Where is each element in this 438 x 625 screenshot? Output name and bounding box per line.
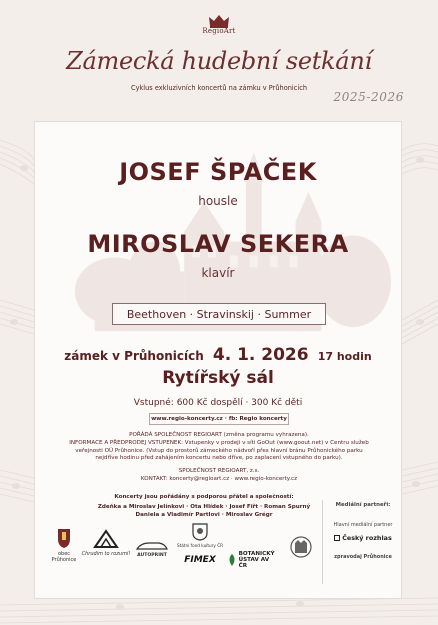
web-link-box[interactable]: www.regio-koncerty.cz · fb: Regio koncerty — [149, 413, 289, 425]
cesky-rozhlas-text: Český rozhlas — [342, 534, 392, 542]
zpravodaj-logo: zpravodaj Průhonice — [334, 554, 392, 560]
venue-line — [35, 345, 401, 365]
botanicky-label: BOTANICKÝ ÚSTAV AV ČR — [238, 551, 275, 569]
venue-place: zámek v Průhonicích — [64, 349, 204, 363]
autoprint-label: AUTOPRINT — [137, 553, 167, 558]
fimex-logo: FIMEX — [184, 555, 216, 565]
concert-details — [35, 122, 401, 598]
series-title: Zámecká hudební setkání — [66, 47, 372, 75]
artist-name-1: JOSEF ŠPAČEK — [119, 158, 317, 186]
chrudim-label: Chrudim to rozumí! — [81, 551, 131, 557]
leaf-icon — [227, 553, 237, 567]
organizer-note: POŘÁDÁ SPOLEČNOST REGIOART (změna programu vyhrazena). — [129, 432, 309, 438]
statni-fond-logo — [175, 523, 225, 548]
chrudim-icon — [93, 529, 119, 549]
lion-crest-icon — [192, 523, 208, 541]
crown-icon — [208, 14, 230, 28]
castle-emblem-icon — [290, 533, 312, 561]
program-box: Beethoven · Stravinskij · Summer — [112, 303, 326, 325]
media-heading: Mediální partneři: — [335, 502, 391, 508]
presale-info-2: veřejnosti OÚ Průhonice. (Vstup do prostorů zámeckého nádvoří přes hlavní bránu Průhonického parku — [75, 447, 363, 454]
instrument-1: housle — [198, 194, 238, 208]
statni-fond-label: Státní fond kultury ČR — [176, 543, 224, 548]
partner-logos — [35, 519, 401, 589]
castle-emblem-logo — [287, 533, 315, 563]
presale-info-3: nejdříve hodinu před zahájením koncertu nebo dříve, po zaplacení vstupného do parku). — [95, 455, 343, 462]
concert-time: 17 hodin — [317, 350, 372, 363]
season-years: 2025-2026 — [333, 90, 404, 104]
supporters-line-2: Daniela a Vladimír Partlovi · Miroslav Grégr — [135, 512, 273, 518]
company-name: SPOLEČNOST REGIOART, z.s. — [178, 468, 260, 474]
obec-pruhonice-logo — [49, 527, 79, 563]
instrument-2: klavír — [201, 266, 235, 280]
contact-info[interactable]: KONTAKT: koncerty@regioart.cz · www.regio-koncerty.cz — [140, 475, 298, 482]
poster-card — [34, 121, 402, 599]
car-icon — [135, 541, 169, 551]
series-subtitle: Cyklus exkluzivních koncertů na zámku v Průhonicích — [130, 84, 308, 92]
concert-date: 4. 1. 2026 — [212, 345, 309, 365]
supporters-heading: Koncerty jsou pořádány s podporou přátel a společností: — [114, 494, 294, 500]
presale-info-1: INFORMACE A PŘEDPRODEJ VSTUPENEK: Vstupenky v prodeji v síti GoOut (www.goout.net) v Centru služeb — [69, 440, 369, 446]
obec-label: obec Průhonice — [51, 551, 77, 563]
concert-hall: Rytířský sál — [162, 368, 274, 388]
artist-name-2: MIROSLAV SEKERA — [87, 230, 349, 258]
botanicky-ustav-logo — [227, 551, 279, 569]
coat-of-arms-icon — [57, 527, 71, 549]
chrudim-logo — [81, 529, 131, 557]
supporters-line-1: Zdeňka a Miroslav Jelínkovi · Ota Hlídek · Josef Fiřt · Roman Spurný — [97, 504, 311, 510]
autoprint-logo — [133, 541, 171, 558]
main-media-label: Hlavní mediální partner — [333, 522, 393, 528]
ticket-prices: Vstupné: 600 Kč dospělí · 300 Kč děti — [133, 398, 303, 408]
brand-name: RegioArt — [202, 27, 236, 35]
